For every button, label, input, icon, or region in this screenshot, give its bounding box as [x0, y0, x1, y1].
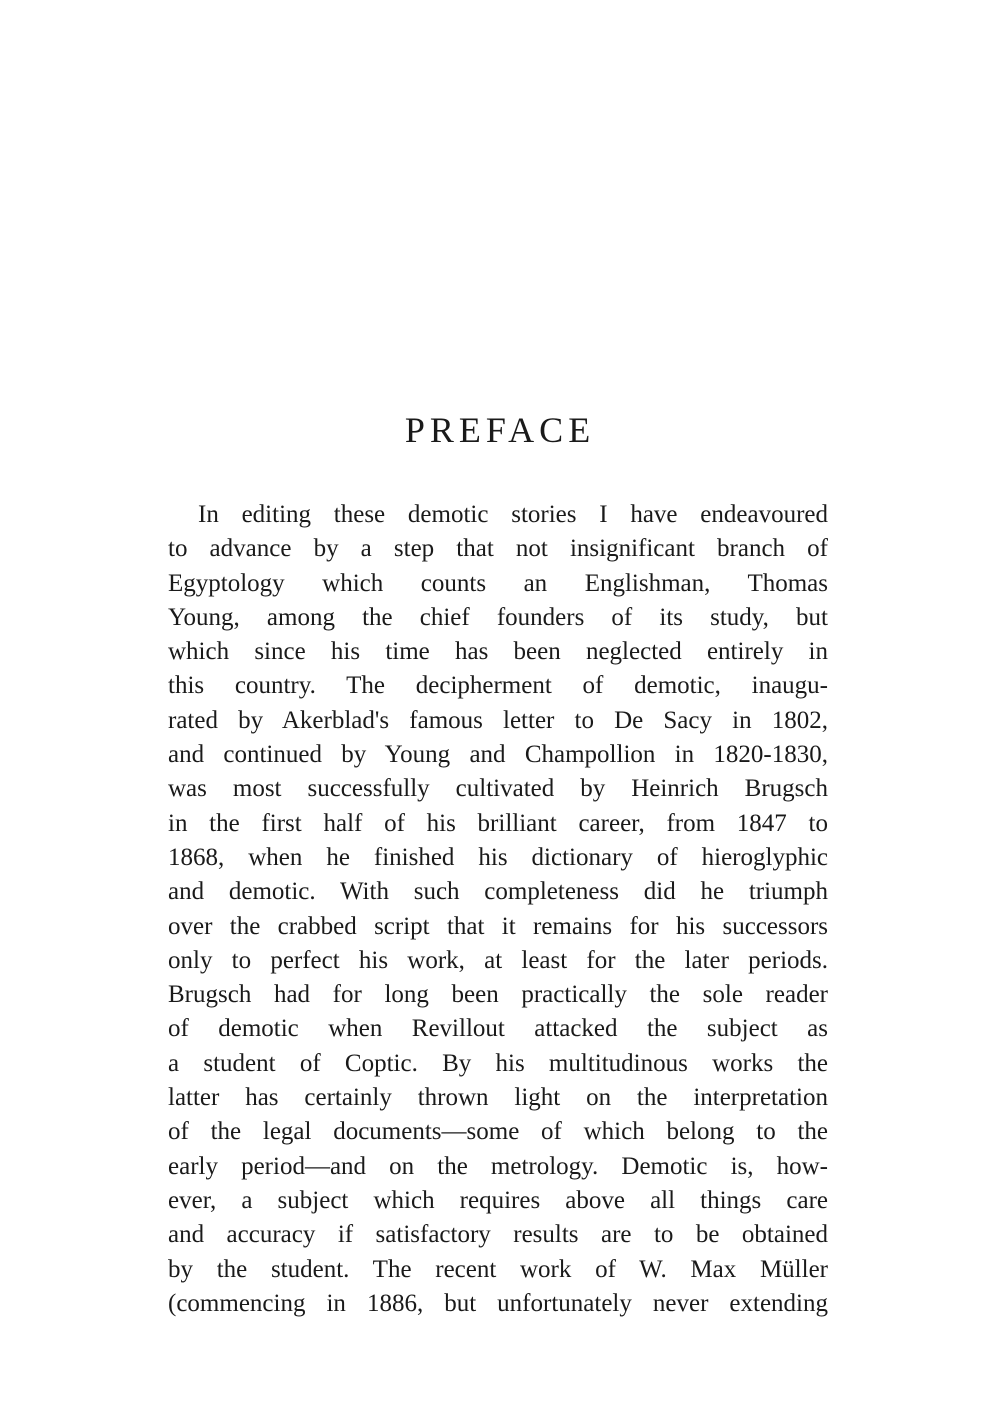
text-line: was most successfully cultivated by Heinrich Brugsch: [168, 775, 828, 803]
text-line: Egyptology which counts an Englishman, Thomas: [168, 569, 828, 597]
page-title: PREFACE: [404, 410, 596, 450]
text-line: a student of Coptic. By his multitudinous works the: [168, 1049, 828, 1077]
text-line: this country. The decipherment of demotic, inaugu-: [168, 672, 828, 700]
text-line: latter has certainly thrown light on the interpretation: [168, 1084, 828, 1112]
text-line: in the first half of his brilliant career, from 1847 to: [168, 809, 828, 837]
text-line: 1868, when he finished his dictionary of hieroglyphic: [168, 843, 828, 871]
text-line: to advance by a step that not insignificant branch of: [168, 535, 828, 563]
text-line: by the student. The recent work of W. Max Müller: [168, 1255, 828, 1283]
text-line: and demotic. With such completeness did he triumph: [168, 878, 828, 906]
text-line: and accuracy if satisfactory results are to be obtained: [168, 1221, 828, 1249]
text-line: ever, a subject which requires above all things care: [168, 1186, 828, 1214]
text-line: In editing these demotic stories I have endeavoured: [198, 501, 828, 528]
text-line: over the crabbed script that it remains for his successors: [168, 912, 828, 940]
preface-body: [168, 498, 828, 1321]
text-line: which since his time has been neglected entirely in: [168, 638, 828, 666]
text-line: Brugsch had for long been practically the sole reader: [168, 981, 828, 1009]
text-line: (commencing in 1886, but unfortunately never extending: [168, 1289, 828, 1317]
text-line: only to perfect his work, at least for the later periods.: [168, 946, 828, 974]
text-line: and continued by Young and Champollion in 1820-1830,: [168, 741, 828, 769]
text-line: rated by Akerblad's famous letter to De Sacy in 1802,: [168, 706, 828, 734]
text-line: early period—and on the metrology. Demotic is, how-: [168, 1152, 828, 1180]
text-line: Young, among the chief founders of its study, but: [168, 603, 828, 631]
text-line: of demotic when Revillout attacked the subject as: [168, 1015, 828, 1043]
text-line: of the legal documents—some of which belong to the: [168, 1118, 828, 1146]
